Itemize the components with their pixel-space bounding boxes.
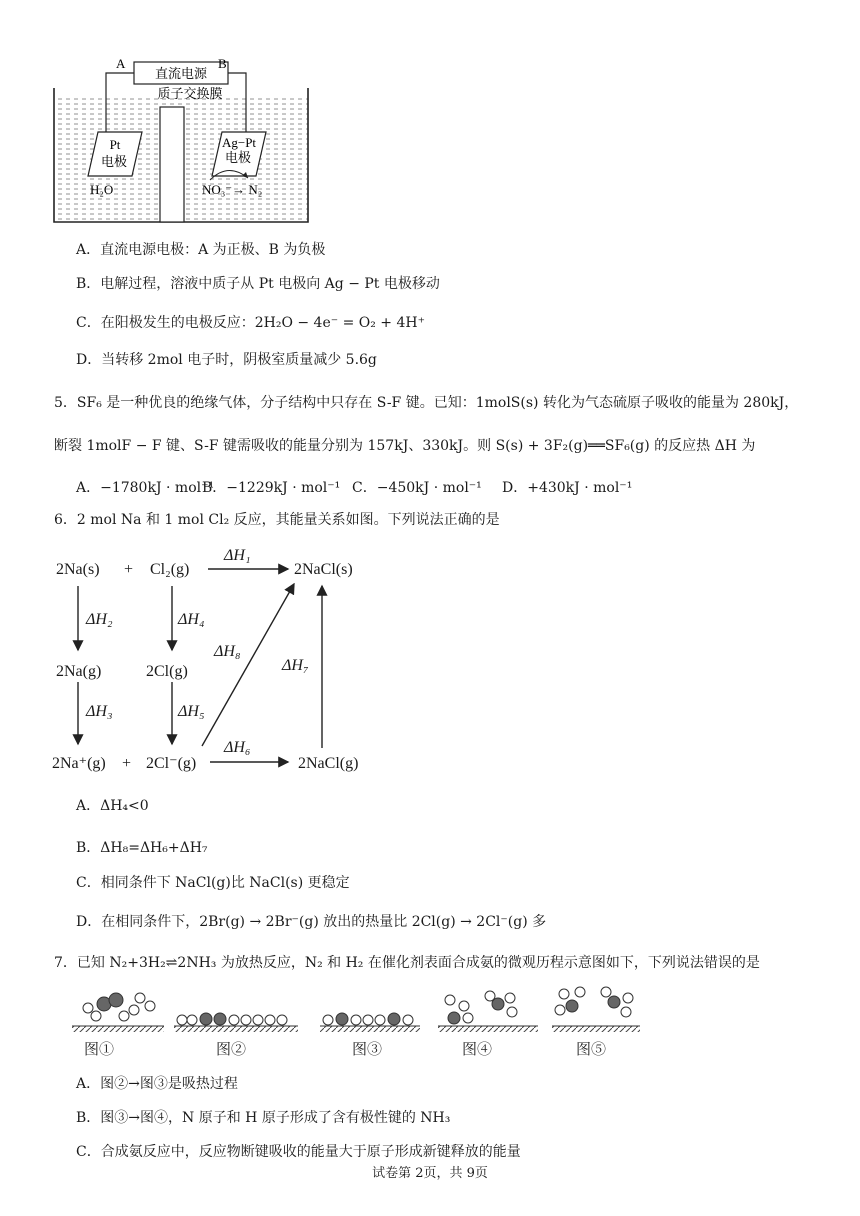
q6-option-a: A．ΔH₄<0: [76, 798, 149, 814]
agpt-label-2: 电极: [224, 150, 252, 165]
nacl-gas: 2NaCl(g): [298, 755, 359, 772]
q4-option-d: D．当转移 2mol 电子时，阴极室质量减少 5.6g: [76, 352, 377, 368]
na-solid: 2Na(s): [56, 561, 100, 578]
cl-ion-gas: 2Cl⁻(g): [146, 755, 197, 772]
q4-option-b: B．电解过程，溶液中质子从 Pt 电极向 Ag − Pt 电极移动: [76, 276, 440, 292]
q6-option-c: C．相同条件下 NaCl(g)比 NaCl(s) 更稳定: [76, 875, 350, 891]
agpt-label-1: Ag−Pt: [221, 135, 257, 150]
dh4-label: ΔH₄: [178, 611, 205, 628]
pt-label-2: 电极: [100, 154, 128, 169]
dh2-label: ΔH₂: [86, 611, 113, 628]
page-footer: 试卷第 2页，共 9页: [372, 1166, 488, 1181]
cl-gas: 2Cl(g): [146, 663, 188, 680]
q5-option-d: D．+430kJ · mol⁻¹: [502, 480, 633, 496]
label-b: B: [218, 56, 227, 71]
q5-option-c: C．−450kJ · mol⁻¹: [352, 480, 482, 496]
q7-stem: 7．已知 N₂+3H₂⇌2NH₃ 为放热反应，N₂ 和 H₂ 在催化剂表面合成氨的微观历程示意图如下，下列说法错误的是: [54, 955, 760, 971]
fig-label-5: 图⑤: [576, 1042, 607, 1058]
q7-option-a: A．图②→图③是吸热过程: [76, 1076, 238, 1092]
fig-label-3: 图③: [352, 1042, 383, 1058]
plus-top: +: [124, 561, 134, 578]
q4-option-a: A．直流电源电极：A 为正极、B 为负极: [76, 242, 326, 258]
pt-label-1: Pt: [109, 137, 121, 152]
membrane-label: 质子交换膜: [157, 86, 223, 101]
proton-exchange-membrane: [160, 107, 184, 222]
dh1-label: ΔH₁: [224, 548, 251, 564]
power-label: 直流电源: [154, 66, 208, 81]
q5-option-b: B．−1229kJ · mol⁻¹: [202, 480, 341, 496]
q5-option-a: A．−1780kJ · mol⁻¹: [76, 480, 215, 496]
dh5-label: ΔH₅: [178, 703, 205, 720]
dh8-label: ΔH₈: [214, 643, 241, 660]
dh6-label: ΔH₆: [224, 739, 251, 756]
label-a: A: [116, 56, 126, 71]
fig-label-2: 图②: [216, 1042, 247, 1058]
q6-stem: 6．2 mol Na 和 1 mol Cl₂ 反应，其能量关系如图。下列说法正确的是: [54, 512, 500, 528]
q5-stem-line1: 5．SF₆ 是一种优良的绝缘气体，分子结构中只存在 S-F 键。已知：1molS(s) 转化为气态硫原子吸收的能量为 280kJ，: [54, 395, 799, 411]
energy-cycle-diagram: [48, 548, 378, 780]
cl2-gas: Cl₂(g): [150, 561, 190, 578]
nitrate-label: NO₃⁻→ N₂: [202, 182, 263, 197]
dh7-label: ΔH₇: [282, 657, 309, 674]
na-gas: 2Na(g): [56, 663, 102, 680]
nacl-solid: 2NaCl(s): [294, 561, 353, 578]
q6-option-b: B．ΔH₈=ΔH₆+ΔH₇: [76, 840, 208, 856]
catalyst-surfaces: [72, 1026, 640, 1032]
q5-stem-line2: 断裂 1molF − F 键、S-F 键需吸收的能量分别为 157kJ、330kJ。则 S(s) + 3F₂(g)══SF₆(g) 的反应热 ΔH 为: [54, 438, 756, 454]
water-label: H₂O: [90, 182, 114, 197]
plus-bottom: +: [122, 755, 132, 772]
ammonia-synthesis-figure: [66, 986, 656, 1062]
q7-option-c: C．合成氨反应中，反应物断键吸收的能量大于原子形成新键释放的能量: [76, 1144, 521, 1160]
na-ion-gas: 2Na⁺(g): [52, 755, 106, 772]
dh3-label: ΔH₃: [86, 703, 113, 720]
fig-label-1: 图①: [84, 1042, 115, 1058]
q4-option-c: C．在阳极发生的电极反应：2H₂O − 4e⁻ = O₂ + 4H⁺: [76, 315, 425, 331]
q7-option-b: B．图③→图④，N 原子和 H 原子形成了含有极性键的 NH₃: [76, 1110, 451, 1126]
fig-label-4: 图④: [462, 1042, 493, 1058]
q6-option-d: D．在相同条件下，2Br(g) → 2Br⁻(g) 放出的热量比 2Cl(g) → 2Cl⁻(g) 多: [76, 914, 547, 930]
electrolysis-figure: [50, 52, 320, 226]
arrow-dh8: [202, 584, 294, 746]
